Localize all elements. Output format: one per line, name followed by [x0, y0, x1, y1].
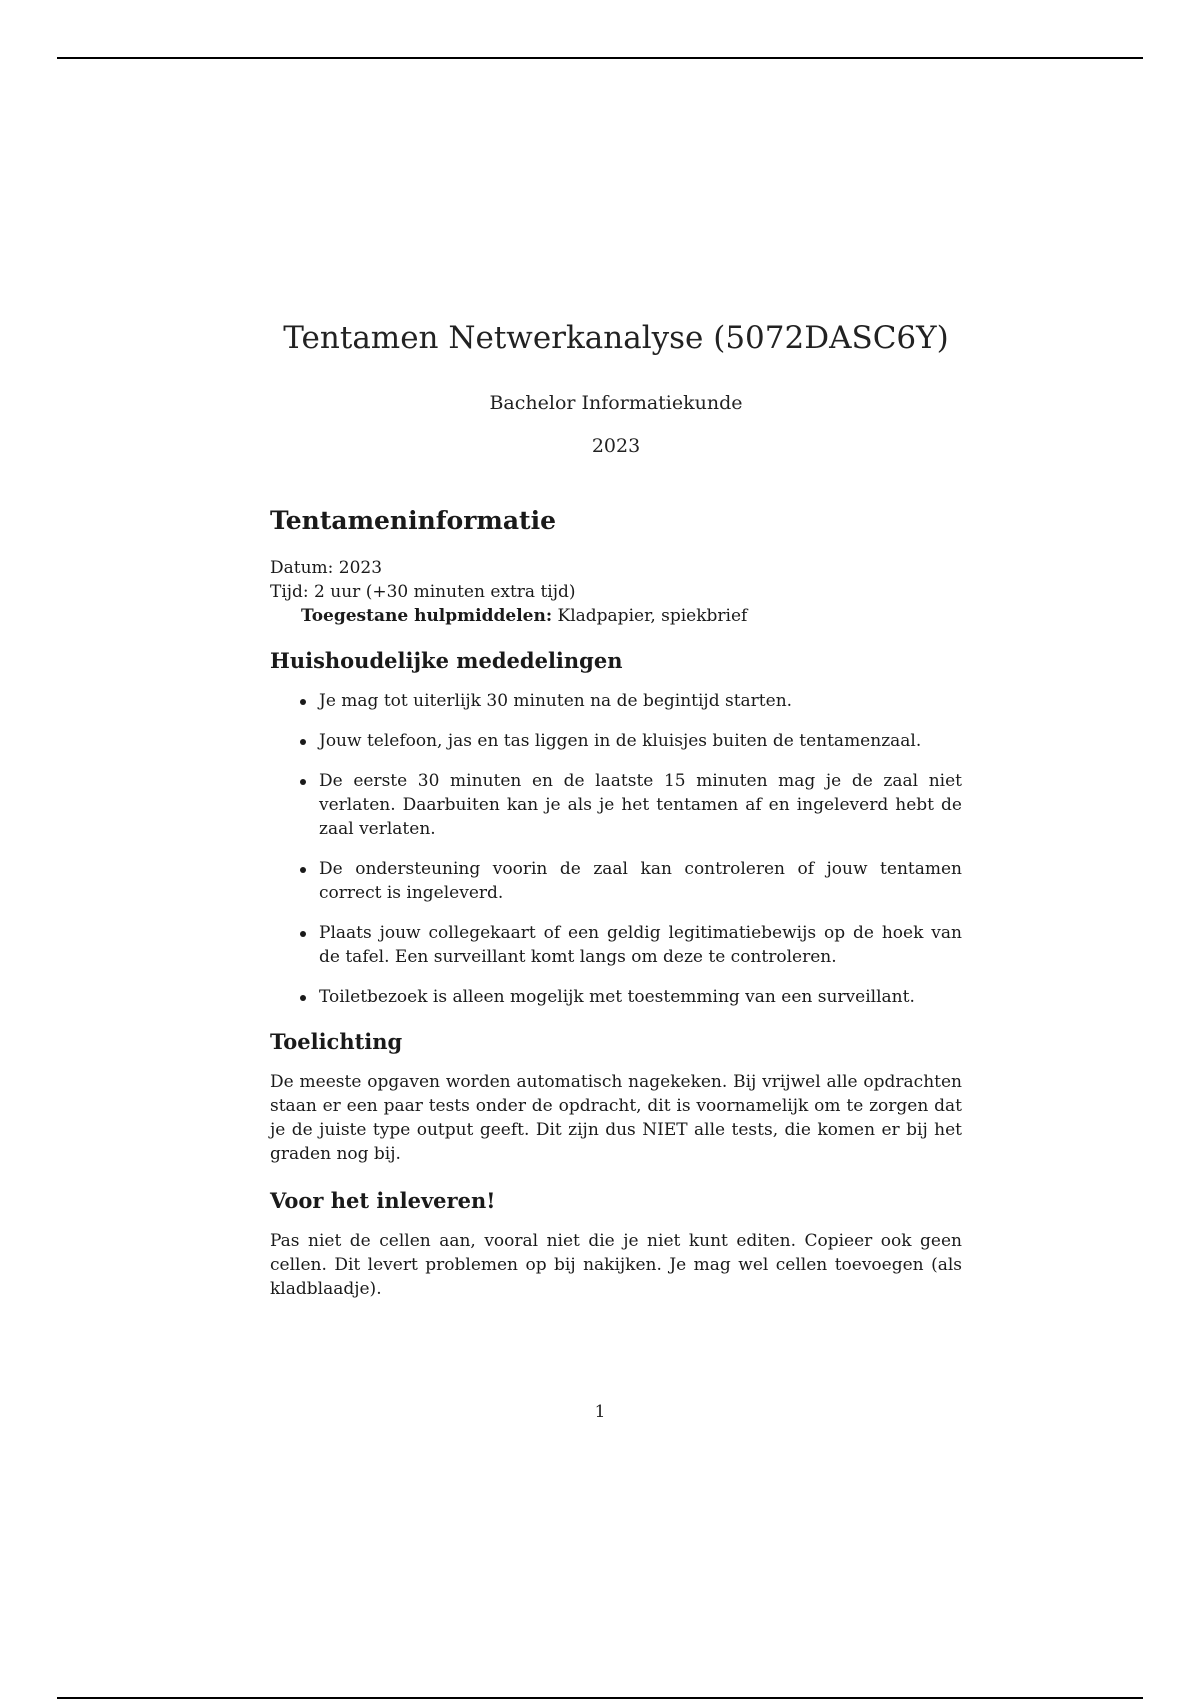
exam-aids	[270, 604, 962, 628]
submission-text: Pas niet de cellen aan, vooral niet die je niet kunt editen. Copieer ook geen cellen. Dit levert problemen op bij nakijken. Je mag wel cellen toevoegen (als kladblaadje).	[270, 1231, 962, 1300]
list-item-text: Je mag tot uiterlijk 30 minuten na de begintijd starten.	[319, 690, 793, 711]
list-item-text: Jouw telefoon, jas en tas liggen in de kluisjes buiten de tentamenzaal.	[319, 730, 922, 751]
bullet-icon	[300, 699, 306, 705]
announcements-list	[270, 689, 962, 1009]
exam-info-block	[270, 556, 962, 628]
document-title: Tentamen Netwerkanalyse (5072DASC6Y)	[283, 320, 949, 356]
document-year: 2023	[591, 434, 641, 457]
exam-aids-label: Toegestane hulpmiddelen:	[301, 605, 553, 626]
exam-date: Datum: 2023	[270, 557, 383, 578]
exam-info-heading: Tentameninformatie	[270, 505, 556, 535]
exam-aids-value: Kladpapier, spiekbrief	[552, 605, 748, 626]
bottom-rule	[57, 1697, 1143, 1699]
list-item	[298, 985, 962, 1009]
page-number: 1	[594, 1402, 606, 1422]
page-content	[270, 320, 962, 1323]
top-rule	[57, 57, 1143, 59]
list-item	[298, 689, 962, 713]
bullet-icon	[300, 779, 306, 785]
exam-time: Tijd: 2 uur (+30 minuten extra tijd)	[270, 581, 576, 602]
document-subtitle: Bachelor Informatiekunde	[489, 392, 743, 415]
bullet-icon	[300, 739, 306, 745]
bullet-icon	[300, 867, 306, 873]
explanation-heading: Toelichting	[270, 1028, 403, 1054]
submission-heading: Voor het inleveren!	[270, 1188, 496, 1214]
bullet-icon	[300, 931, 306, 937]
bullet-icon	[300, 995, 306, 1001]
list-item-text: De eerste 30 minuten en de laatste 15 minuten mag je de zaal niet verlaten. Daarbuiten kan je als je het tentamen af en ingeleverd hebt de zaal verlaten.	[319, 770, 962, 839]
list-item	[298, 729, 962, 753]
list-item	[298, 769, 962, 841]
list-item-text: Plaats jouw collegekaart of een geldig legitimatiebewijs op de hoek van de tafel. Een surveillant komt langs om deze te controleren.	[319, 922, 962, 967]
list-item	[298, 921, 962, 969]
announcements-heading: Huishoudelijke mededelingen	[270, 647, 623, 673]
list-item-text: Toiletbezoek is alleen mogelijk met toestemming van een surveillant.	[319, 986, 915, 1007]
list-item-text: De ondersteuning voorin de zaal kan controleren of jouw tentamen correct is ingeleverd.	[319, 858, 962, 903]
list-item	[298, 857, 962, 905]
explanation-text: De meeste opgaven worden automatisch nagekeken. Bij vrijwel alle opdrachten staan er een paar tests onder de opdracht, dit is voornamelijk om te zorgen dat je de juiste type output geeft. Dit zijn dus NIET alle tests, die komen er bij het graden nog bij.	[270, 1072, 962, 1165]
